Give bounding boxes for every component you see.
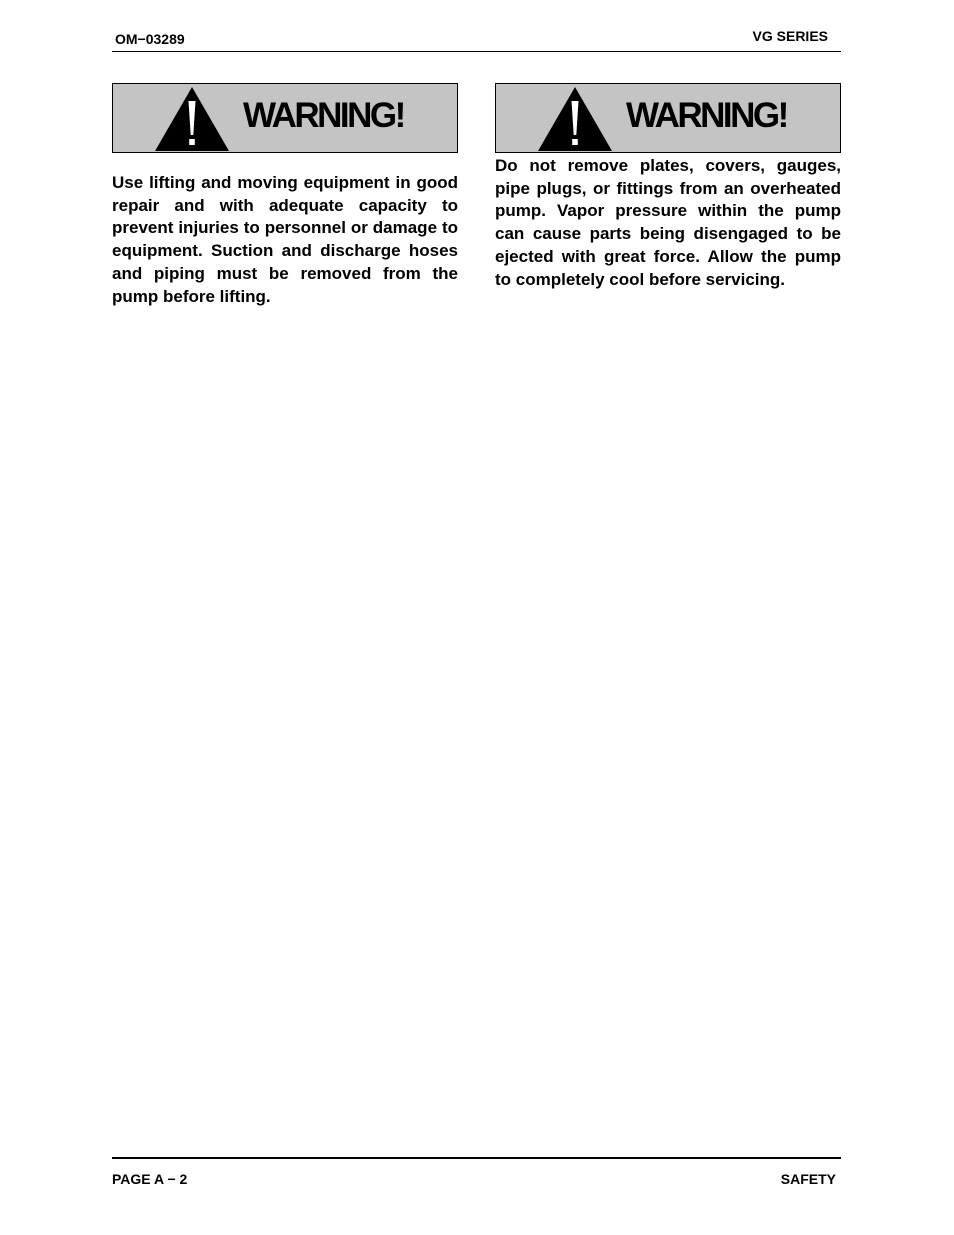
warning-triangle-icon (538, 87, 612, 151)
section-title: SAFETY (780, 1171, 836, 1187)
header-rule (112, 51, 841, 52)
series-title: VG SERIES (752, 28, 828, 44)
warning-banner (112, 83, 458, 153)
warning-block-lifting (112, 83, 458, 308)
warning-title: WARNING! (626, 96, 787, 135)
warning-block-overheated-pump (495, 83, 841, 291)
page-number: PAGE A − 2 (112, 1171, 188, 1187)
warning-text: Do not remove plates, covers, gauges, pipe plugs, or fittings from an overheated pump. Vapor pressure within the pump can cause parts being disengaged to be ejected with great force. Allow the pump to completely cool before servicing. (495, 156, 841, 289)
document-number: OM−03289 (115, 31, 185, 47)
warning-banner (495, 83, 841, 153)
warning-text: Use lifting and moving equipment in good repair and with adequate capacity to prevent injuries to personnel or damage to equipment. Suction and discharge hoses and piping must be removed from the pump before lifting. (112, 173, 458, 306)
warning-title: WARNING! (243, 96, 404, 135)
footer-rule (112, 1157, 841, 1159)
warning-triangle-icon (155, 87, 229, 151)
